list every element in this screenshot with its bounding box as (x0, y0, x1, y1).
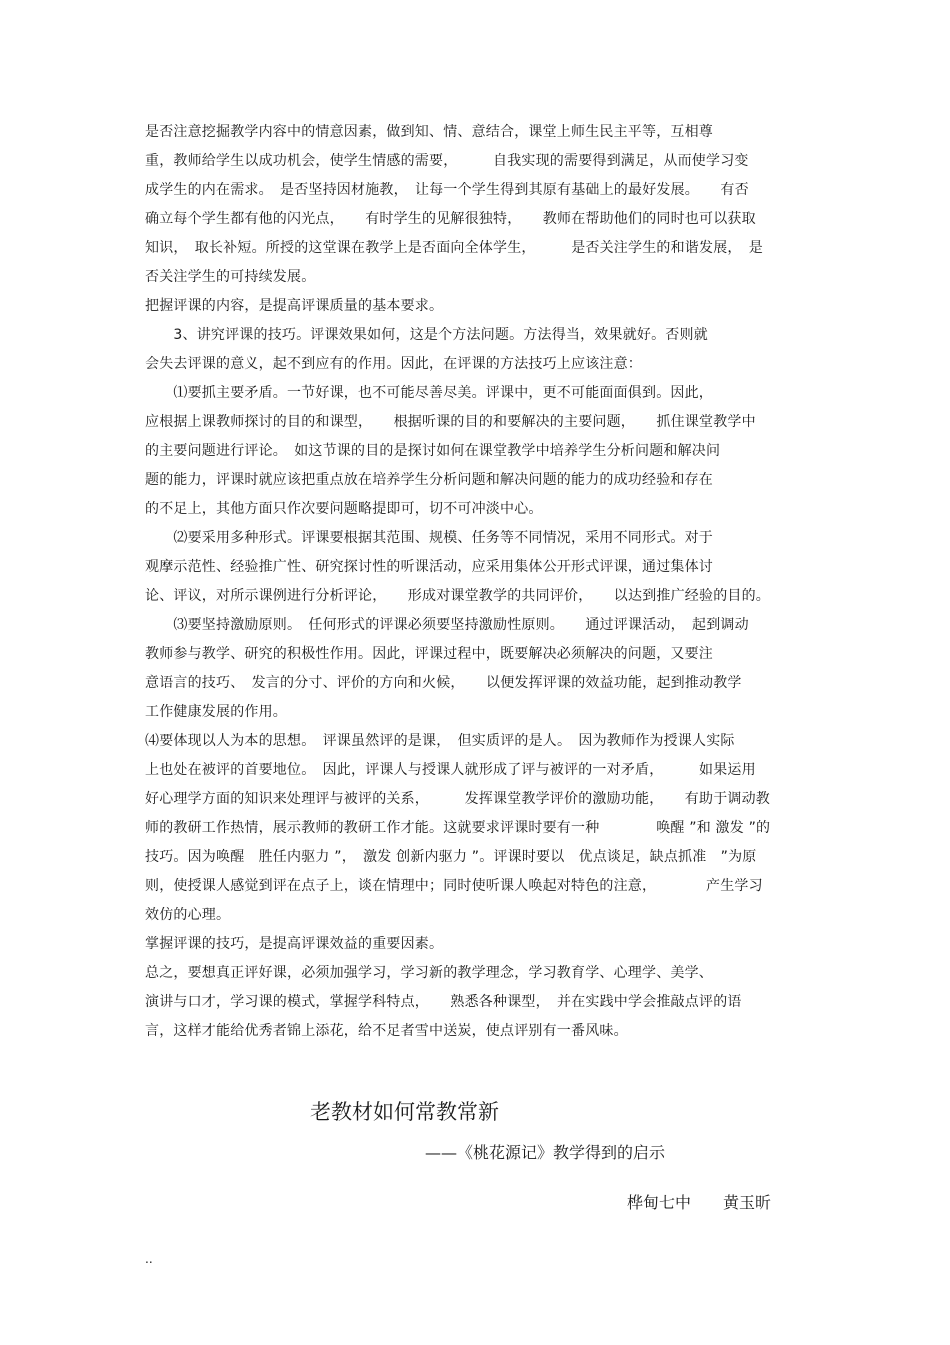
text-line: ⑵要采用多种形式。评课要根据其范围、规模、任务等不同情况，采用不同形式。对于 (145, 530, 713, 546)
text-line: 把握评课的内容，是提高评课质量的基本要求。 (145, 298, 444, 314)
text-line: 师的教研工作热情，展示教师的教研工作才能。这就要求评课时要有一种 唤醒 ”和 激发 ”的 (145, 820, 771, 836)
text-line: 的不足上，其他方面只作次要问题略提即可，切不可冲淡中心。 (145, 501, 543, 517)
text-line: 好心理学方面的知识来处理评与被评的关系， 发挥课堂教学评价的激励功能， 有助于调动教 (145, 791, 770, 807)
text-line: 重，教师给学生以成功机会，使学生情感的需要， 自我实现的需要得到满足，从而使学习变 (145, 153, 749, 169)
text-line: 知识， 取长补短。所授的这堂课在教学上是否面向全体学生， 是否关注学生的和谐发展， 是 (145, 240, 763, 256)
text-line: 是否注意挖掘教学内容中的情意因素，做到知、情、意结合，课堂上师生民主平等，互相尊 (145, 124, 713, 140)
text-line: 观摩示范性、经验推广性、研究探讨性的听课活动，应采用集体公开形式评课，通过集体讨 (145, 559, 713, 575)
text-line: 掌握评课的技巧，是提高评课效益的重要因素。 (145, 936, 444, 952)
text-line: 论、评议，对所示课例进行分析评论， 形成对课堂教学的共同评价， 以达到推广经验的目的。 (145, 588, 770, 604)
text-line: 则，使授课人感觉到评在点子上，谈在情理中；同时使听课人唤起对特色的注意， 产生学习 (145, 878, 763, 894)
article-title: 老教材如何常教常新 (310, 1100, 499, 1124)
text-line: 意语言的技巧、 发言的分寸、评价的方向和火候， 以便发挥评课的效益功能，起到推动教学 (145, 675, 742, 691)
text-line: 教师参与教学、研究的积极性作用。因此，评课过程中，既要解决必须解决的问题，又要注 (145, 646, 713, 662)
footer-mark: .. (145, 1252, 153, 1266)
text-line: 会失去评课的意义，起不到应有的作用。因此，在评课的方法技巧上应该注意： (145, 356, 642, 372)
text-line: 的主要问题进行评论。 如这节课的目的是探讨如何在课堂教学中培养学生分析问题和解决问 (145, 443, 721, 459)
text-line: 效仿的心理。 (145, 907, 231, 923)
body-text (145, 118, 815, 1046)
text-line: 否关注学生的可持续发展。 (145, 269, 316, 285)
text-line: ⑴要抓主要矛盾。一节好课，也不可能尽善尽美。评课中，更不可能面面俱到。因此， (145, 385, 713, 401)
text-line: ⑷要体现以人为本的思想。 评课虽然评的是课， 但实质评的是人。 因为教师作为授课人实际 (145, 733, 735, 749)
text-line: 技巧。因为唤醒 胜任内驱力 ”， 激发 创新内驱力 ”。评课时要以 优点谈足，缺点抓准 ”为原 (145, 849, 757, 865)
text-line: ⑶要坚持激励原则。 任何形式的评课必须要坚持激励性原则。 通过评课活动， 起到调动 (145, 617, 749, 633)
text-line: 成学生的内在需求。 是否坚持因材施教， 让每一个学生得到其原有基础上的最好发展。 有否 (145, 182, 749, 198)
text-line: 3、讲究评课的技巧。评课效果如何，这是个方法问题。方法得当，效果就好。否则就 (145, 327, 708, 343)
text-line: 言，这样才能给优秀者锦上添花，给不足者雪中送炭，使点评别有一番风味。 (145, 1023, 628, 1039)
article-author: 桦甸七中 黄玉昕 (627, 1193, 772, 1212)
text-line: 题的能力，评课时就应该把重点放在培养学生分析问题和解决问题的能力的成功经验和存在 (145, 472, 713, 488)
text-line: 总之，要想真正评好课，必须加强学习，学习新的教学理念，学习教育学、心理学、美学、 (145, 965, 713, 981)
text-line: 演讲与口才，学习课的模式，掌握学科特点， 熟悉各种课型， 并在实践中学会推敲点评的语 (145, 994, 742, 1010)
article-subtitle: ——《桃花源记》教学得到的启示 (425, 1143, 666, 1162)
text-line: 应根据上课教师探讨的目的和课型， 根据听课的目的和要解决的主要问题， 抓住课堂教学中 (145, 414, 756, 430)
text-line: 上也处在被评的首要地位。 因此，评课人与授课人就形成了评与被评的一对矛盾， 如果运用 (145, 762, 756, 778)
text-line: 确立每个学生都有他的闪光点， 有时学生的见解很独特， 教师在帮助他们的同时也可以获取 (145, 211, 756, 227)
text-line: 工作健康发展的作用。 (145, 704, 287, 720)
